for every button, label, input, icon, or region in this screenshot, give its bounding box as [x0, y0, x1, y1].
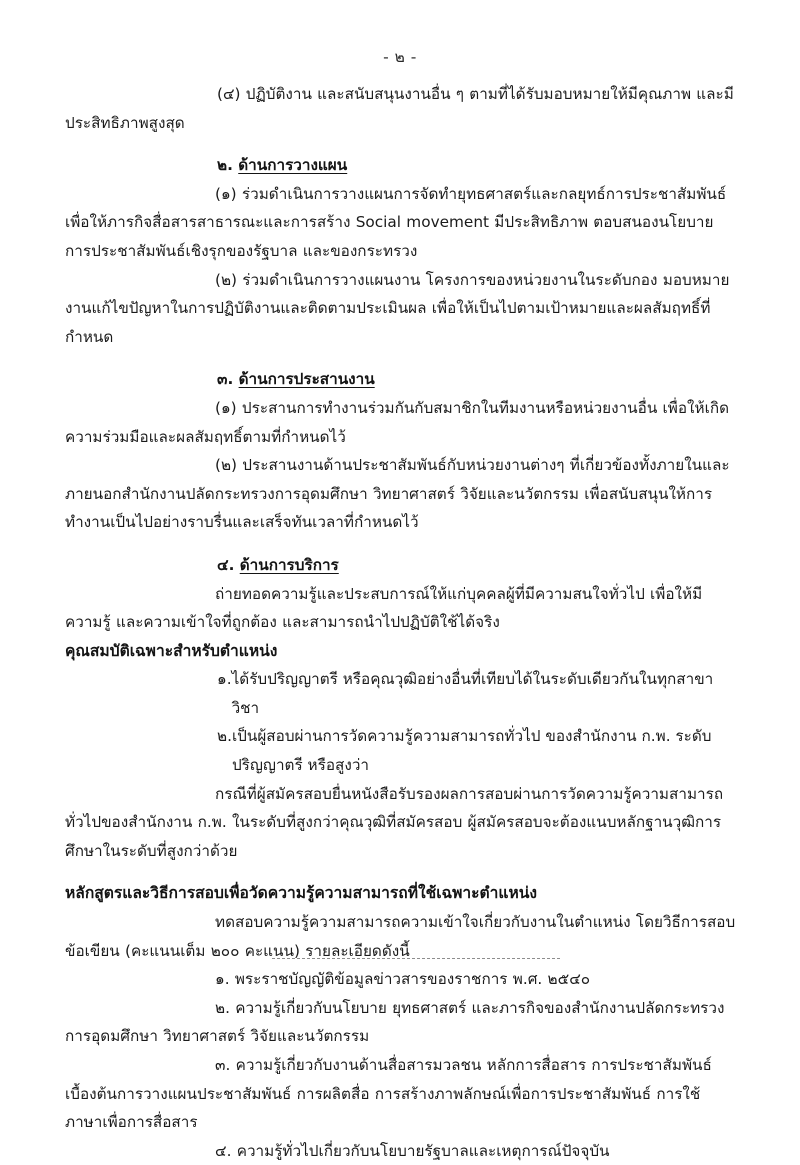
exam-topic-1-marker: ๑.: [215, 970, 230, 989]
qualification-item-2-text: เป็นผู้สอบผ่านการวัดความรู้ความสามารถทั่วไป ของสำนักงาน ก.พ. ระดับปริญญาตรี หรือสูงว่า: [231, 727, 712, 775]
section-4-heading: [65, 551, 737, 580]
exam-topic-2: [65, 994, 737, 1051]
section-2-number: ๒.: [217, 156, 233, 175]
qualifications-heading: คุณสมบัติเฉพาะสำหรับตำแหน่ง: [65, 641, 278, 660]
section-4-body: ถ่ายทอดความรู้และประสบการณ์ให้แก่บุคคลผู้ที่มีความสนใจทั่วไป เพื่อให้มีความรู้ และความเข้าใจที่ถูกต้อง และสามารถนำไปปฏิบัติใช้ได้จริง: [65, 584, 703, 632]
section-2-item-2-text: ร่วมดำเนินการวางแผนงาน โครงการของหน่วยงานในระดับกอง มอบหมายงานแก้ไขปัญหาในการปฏิบัติงานและติดตามประเมินผล เพื่อให้เป็นไปตามเป้าหมายและผลสัมฤทธิ์ที่กำหนด: [65, 270, 730, 346]
section-3-number: ๓.: [217, 370, 234, 389]
exam-topic-4-text: ความรู้ทั่วไปเกี่ยวกับนโยบายรัฐบาลและเหตุการณ์ปัจจุบัน: [236, 1141, 610, 1160]
exam-topic-4-marker: ๔.: [215, 1141, 232, 1160]
qualification-item-1: [65, 665, 737, 722]
spacer: [65, 137, 737, 151]
section-2-title: ด้านการวางแผน: [238, 156, 348, 175]
section-3-item-1-text: ประสานการทำงานร่วมกันกับสมาชิกในทีมงานหรือหน่วยงานอื่น เพื่อให้เกิดความร่วมมือและผลสัมฤทธิ์ตามที่กำหนดไว้: [65, 398, 730, 446]
spacer: [65, 865, 737, 879]
exam-heading: หลักสูตรและวิธีการสอบเพื่อวัดความรู้ความสามารถที่ใช้เฉพาะตำแหน่ง: [65, 884, 538, 903]
exam-topic-3-marker: ๓.: [215, 1056, 231, 1074]
duty-item-4-marker: (๔): [217, 85, 241, 103]
exam-topic-2-text: ความรู้เกี่ยวกับนโยบาย ยุทธศาสตร์ และภารกิจของสำนักงานปลัดกระทรวงการอุดมศึกษา วิทยาศาสตร์ วิจัยและนวัตกรรม: [65, 998, 725, 1046]
section-2-item-1: [65, 180, 737, 266]
section-3-heading: [65, 365, 737, 394]
qualification-item-1-marker: ๑.: [217, 670, 232, 689]
section-2-item-2-marker: (๒): [215, 270, 238, 289]
section-2-item-1-text: ร่วมดำเนินการวางแผนการจัดทำยุทธศาสตร์และกลยุทธ์การประชาสัมพันธ์เพื่อให้ภารกิจสื่อสารสาธารณะและการสร้าง Social movement มีประสิทธิภาพ ตอบสนองนโยบายการประชาสัมพันธ์เชิงรุกของรัฐบาล และของกระทรวง: [65, 184, 727, 260]
exam-topic-1-text: พระราชบัญญัติข้อมูลข่าวสารของราชการ พ.ศ. ๒๕๔๐: [234, 970, 591, 989]
section-2-heading: [65, 151, 737, 180]
section-3-item-1-marker: (๑): [215, 398, 237, 417]
section-3-item-2-marker: (๒): [215, 456, 238, 475]
spacer: [65, 537, 737, 551]
footer-separator-rule: [272, 958, 560, 959]
exam-topic-3-text: ความรู้เกี่ยวกับงานด้านสื่อสารมวลชน หลักการสื่อสาร การประชาสัมพันธ์เบื้องต้นการวางแผนประชาสัมพันธ์ การผลิตสื่อ การสร้างภาพลักษณ์เพื่อการประชาสัมพันธ์ การใช้ภาษาเพื่อการสื่อสาร: [65, 1056, 712, 1132]
duty-item-4: [65, 80, 737, 137]
exam-topic-3: [65, 1051, 737, 1137]
qualification-item-2-marker: ๒.: [217, 727, 232, 746]
section-3-item-1: [65, 394, 737, 451]
exam-topic-2-marker: ๒.: [215, 998, 230, 1017]
section-4-title: ด้านการบริการ: [239, 555, 339, 574]
qualification-item-1-text: ได้รับปริญญาตรี หรือคุณวุฒิอย่างอื่นที่เทียบได้ในระดับเดียวกันในทุกสาขาวิชา: [231, 670, 714, 717]
spacer: [65, 351, 737, 365]
section-3-item-2-text: ประสานงานด้านประชาสัมพันธ์กับหน่วยงานต่างๆ ที่เกี่ยวข้องทั้งภายในและภายนอกสำนักงานปลัดกระทรวงการอุดมศึกษา วิทยาศาสตร์ วิจัยและนวัตกรรม เพื่อสนับสนุนให้การทำงานเป็นไปอย่างราบรื่นและเสร็จทันเวลาที่กำหนดไว้: [65, 456, 730, 532]
exam-intro: ทดสอบความรู้ความสามารถความเข้าใจเกี่ยวกับงานในตำแหน่ง โดยวิธีการสอบข้อเขียน (คะแนนเต็ม ๒๐๐ คะแนน) รายละเอียดดังนี้: [65, 913, 736, 960]
qualification-item-2: [65, 722, 737, 779]
section-3-item-2: [65, 451, 737, 537]
qualifications-note: กรณีที่ผู้สมัครสอบยื่นหนังสือรับรองผลการสอบผ่านการวัดความรู้ความสามารถทั่วไปของสำนักงาน ก.พ. ในระดับที่สูงกว่าคุณวุฒิที่สมัครสอบ ผู้สมัครสอบจะต้องแนบหลักฐานวุฒิการศึกษาในระดับที่สูงกว่าด้วย: [65, 784, 724, 860]
section-2-item-2: [65, 266, 737, 352]
exam-topic-4: [65, 1137, 737, 1165]
section-2-item-1-marker: (๑): [215, 184, 237, 203]
document-body: [65, 80, 737, 1165]
section-4-number: ๔.: [217, 555, 235, 574]
section-3-title: ด้านการประสานงาน: [238, 370, 375, 389]
page-number: - ๒ -: [383, 48, 417, 66]
exam-topic-1: [65, 965, 737, 994]
duty-item-4-text: ปฏิบัติงาน และสนับสนุนงานอื่น ๆ ตามที่ได้รับมอบหมายให้มีคุณภาพ และมีประสิทธิภาพสูงสุด: [65, 85, 734, 132]
